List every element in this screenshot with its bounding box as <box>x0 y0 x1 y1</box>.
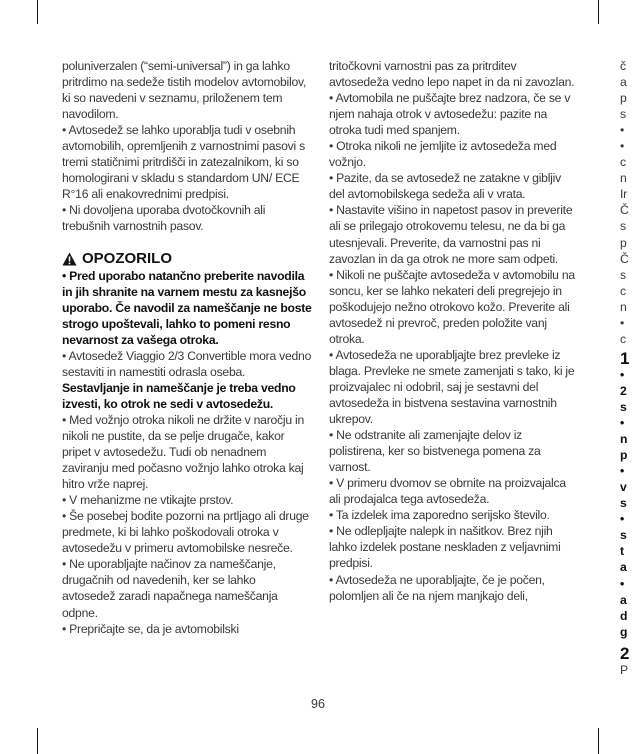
bullet-item: • Ne odstranite ali zamenjajte delov iz polistirena, ker so bistvenega pomena za varnost. <box>329 428 541 475</box>
bullet-item: • Otroka nikoli ne jemljite iz avtosedeža med vožnjo. <box>329 139 557 170</box>
bullet-item <box>62 348 312 412</box>
warning-title: OPOZORILO <box>82 249 172 267</box>
bullet-item: • Še posebej bodite pozorni na prtljago ali druge predmete, ki bi lahko poškodovali otroka v avtosedežu v primeru avtomobilske nesreče. <box>62 509 309 556</box>
bullet-item: • Nikoli ne puščajte avtosedeža v avtomobilu na soncu, ker se lahko nekateri deli pregrejejo in poškodujejo nežno otrokovo kožo. Preverite ali avtosedež ni prevroč, preden položite vanj otroka. <box>329 267 575 346</box>
crop-mark-top-right <box>598 0 599 24</box>
crop-mark-top-left <box>37 0 38 24</box>
bullet-item: • Avtosedeža ne uporabljajte, če je počen, polomljen ali če na njem manjkajo deli, <box>329 572 545 603</box>
page-number: 96 <box>311 697 325 711</box>
crop-mark-bottom-right <box>598 728 599 754</box>
warning-triangle-icon <box>62 252 77 266</box>
bullet-item: • V mehanizme ne vtikajte prstov. <box>62 493 234 508</box>
continued-paragraph: tritočkovni varnostni pas za pritrditev avtosedeža vedno lepo napet in da ni zavozlan. <box>329 59 575 90</box>
bullet-item: • Pazite, da se avtosedež ne zatakne v gibljiv del avtomobilskega sedeža ali v vrata. <box>329 171 561 202</box>
bullet-item: • Ne odlepljajte nalepk in našitkov. Brez njih lahko izdelek postane neskladen z veljavnimi predpisi. <box>329 524 561 571</box>
bullet-item: • Prepričajte se, da je avtomobilski <box>62 621 239 636</box>
warning-bold-paragraph: • Pred uporabo natančno preberite navodila in jih shranite na varnem mestu za kasnejšo uporabo. Če navodil za nameščanje ne boste strogo upoštevali, lahko to pomeni resno nevarnost za vašega otroka. <box>62 268 312 347</box>
right-column-cropped <box>620 58 636 678</box>
intro-paragraph: poluniverzalen (“semi-universal”) in ga lahko pritrdimo na sedeže tistih modelov avtomobilov, ki so navedeni v seznamu, priloženem tem navodilom. <box>62 59 307 122</box>
bullet-item: • V primeru dvomov se obrnite na proizvajalca ali prodajalca tega avtosedeža. <box>329 476 566 507</box>
bullet-item: • Ne uporabljajte načinov za nameščanje, drugačnih od navedenih, ker se lahko avtosedež zaradi napačnega nameščanja odpne. <box>62 557 278 620</box>
bullet-item: • Med vožnjo otroka nikoli ne držite v naročju in nikoli ne pustite, da se pelje drugače, kakor pripet v avtosedežu. Tudi ob nenadnem zaviranju med počasno vožnjo lahko otroka kaj hitro vrže naprej. <box>62 412 304 492</box>
crop-mark-bottom-left <box>37 728 38 754</box>
bullet-item: • Nastavite višino in napetost pasov in preverite ali se prilegajo otrokovemu telesu, ne da bi ga utesnjevali. Preverite, da varnostni pas ni zavozlan in da ga otrok ne more sam odpeti. <box>329 203 573 266</box>
cropped-lines: č a p s • • c n Ir Č s p Č s c n • c <box>620 59 629 346</box>
cropped-line: P <box>620 662 628 677</box>
section-number: 1 <box>620 348 630 368</box>
bullet-item: • Avtosedeža ne uporabljajte brez prevleke iz blaga. Prevleke ne smete zamenjati s tako, ki je proizvajalec ni odobril, saj je sestavni del avtosedeža in bistvena sestavina varnostnih ukrepov. <box>329 347 575 427</box>
cropped-bold-lines: • 2 s • n p • v s • s t a • a d g <box>620 367 628 639</box>
section-number: 2 <box>620 643 630 663</box>
bullet-item: • Ta izdelek ima zaporedno serijsko število. <box>329 508 550 523</box>
warning-heading <box>62 250 312 268</box>
bullet-item: • Ni dovoljena uporaba dvotočkovnih ali trebušnih varnostnih pasov. <box>62 203 266 234</box>
bullet-bold-text: Sestavljanje in nameščanje je treba vedno izvesti, ko otrok ne sedi v avtosedežu. <box>62 380 296 411</box>
bullet-item: • Avtomobila ne puščajte brez nadzora, če se v njem nahaja otrok v avtosedežu: pazite na otroka tudi med spanjem. <box>329 91 571 138</box>
bullet-item: • Avtosedež se lahko uporablja tudi v osebnih avtomobilih, opremljenih z varnostnimi pasovi s tremi statičnimi pritrdišči in zatezalnikom, ki so homologirani v skladu s standardom UN/ ECE R°16 ali enakovrednimi predpisi. <box>62 123 305 202</box>
left-column <box>62 58 312 637</box>
middle-column <box>329 58 578 604</box>
bullet-text: • Avtosedež Viaggio 2/3 Convertible mora vedno sestaviti in namestiti odrasla oseba. <box>62 348 312 379</box>
